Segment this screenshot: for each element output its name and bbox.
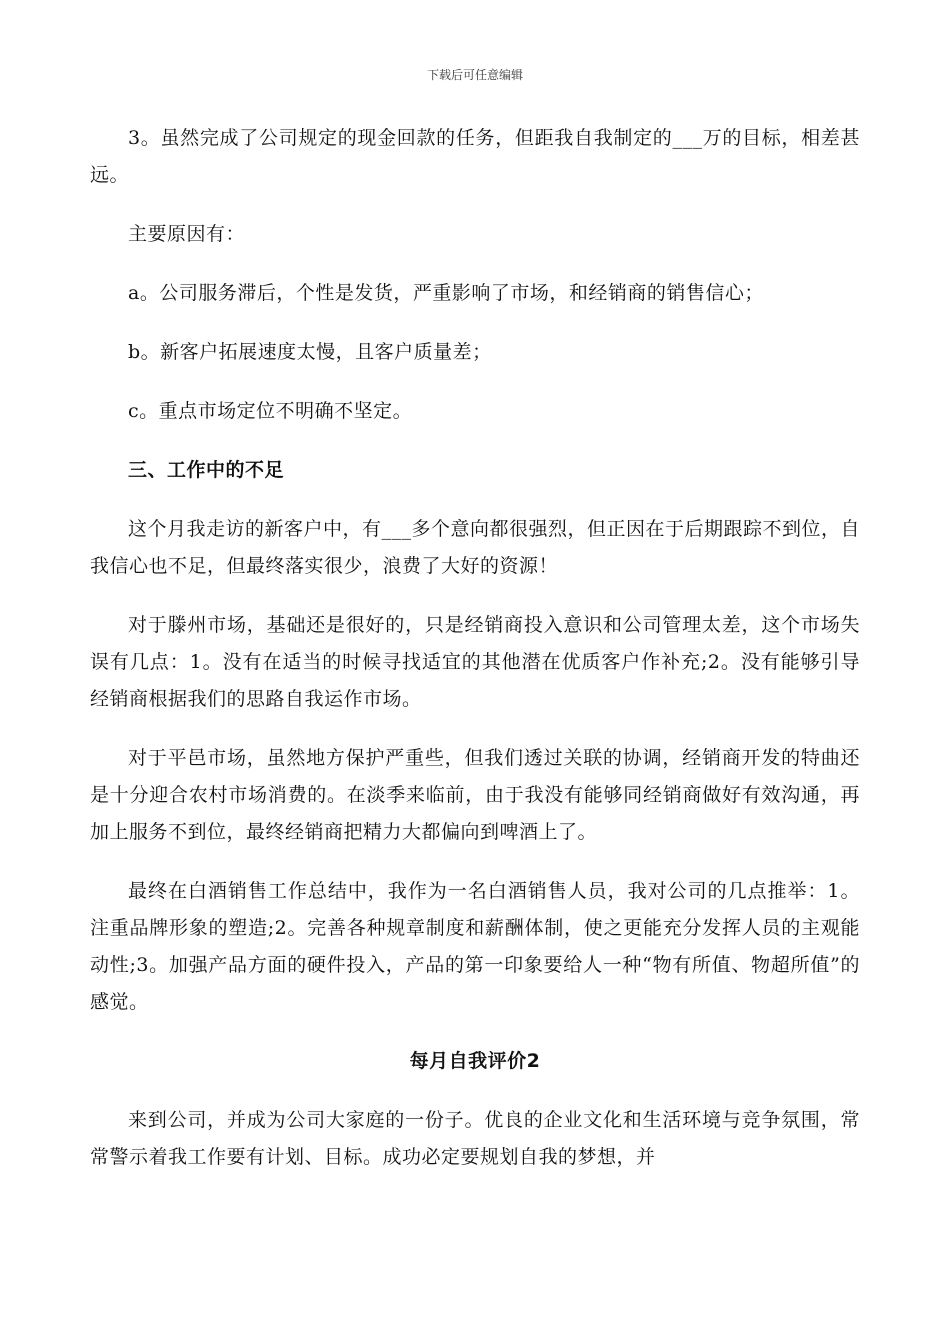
paragraph-pingyi-market: 对于平邑市场，虽然地方保护严重些，但我们透过关联的协调，经销商开发的特曲还是十分迎合农村市场消费的。在淡季来临前，由于我没有能够同经销商做好有效沟通，再加上服务不到位，最终经销商把精力大都偏向到啤酒上了。 <box>90 747 860 843</box>
section-title-monthly-evaluation: 每月自我评价2 <box>409 1050 541 1072</box>
document-body <box>90 120 860 1198</box>
paragraph-new-clients: 这个月我走访的新客户中，有___多个意向都很强烈，但正因在于后期跟踪不到位，自我信心也不足，但最终落实很少，浪费了大好的资源！ <box>90 518 861 577</box>
paragraph-main-reasons: 主要原因有： <box>128 223 246 245</box>
paragraph-recommendations: 最终在白酒销售工作总结中，我作为一名白酒销售人员，我对公司的几点推举：1。注重品牌形象的塑造;2。完善各种规章制度和薪酬体制，使之更能充分发挥人员的主观能动性;3。加强产品方面的硬件投入，产品的第一印象要给人一种“物有所值、物超所值”的感觉。 <box>90 880 860 1013</box>
paragraph-point-3: 3。虽然完成了公司规定的现金回款的任务，但距我自我制定的___万的目标，相差甚远。 <box>90 127 860 186</box>
section-heading-shortcomings: 三、工作中的不足 <box>128 459 285 481</box>
paragraph-reason-b: b。新客户拓展速度太慢，且客户质量差； <box>128 341 492 363</box>
paragraph-reason-a: a。公司服务滞后，个性是发货，严重影响了市场，和经销商的销售信心； <box>128 282 764 304</box>
paragraph-tengzhou-market: 对于滕州市场，基础还是很好的，只是经销商投入意识和公司管理太差，这个市场失误有几点：1。没有在适当的时候寻找适宜的其他潜在优质客户作补充;2。没有能够引导经销商根据我们的思路自我运作市场。 <box>90 614 860 710</box>
paragraph-joining-company: 来到公司，并成为公司大家庭的一份子。优良的企业文化和生活环境与竞争氛围，常常警示着我工作要有计划、目标。成功必定要规划自我的梦想，并 <box>90 1109 860 1168</box>
page-header: 下载后可任意编辑 <box>426 68 523 82</box>
paragraph-reason-c: c。重点市场定位不明确不坚定。 <box>128 400 413 422</box>
